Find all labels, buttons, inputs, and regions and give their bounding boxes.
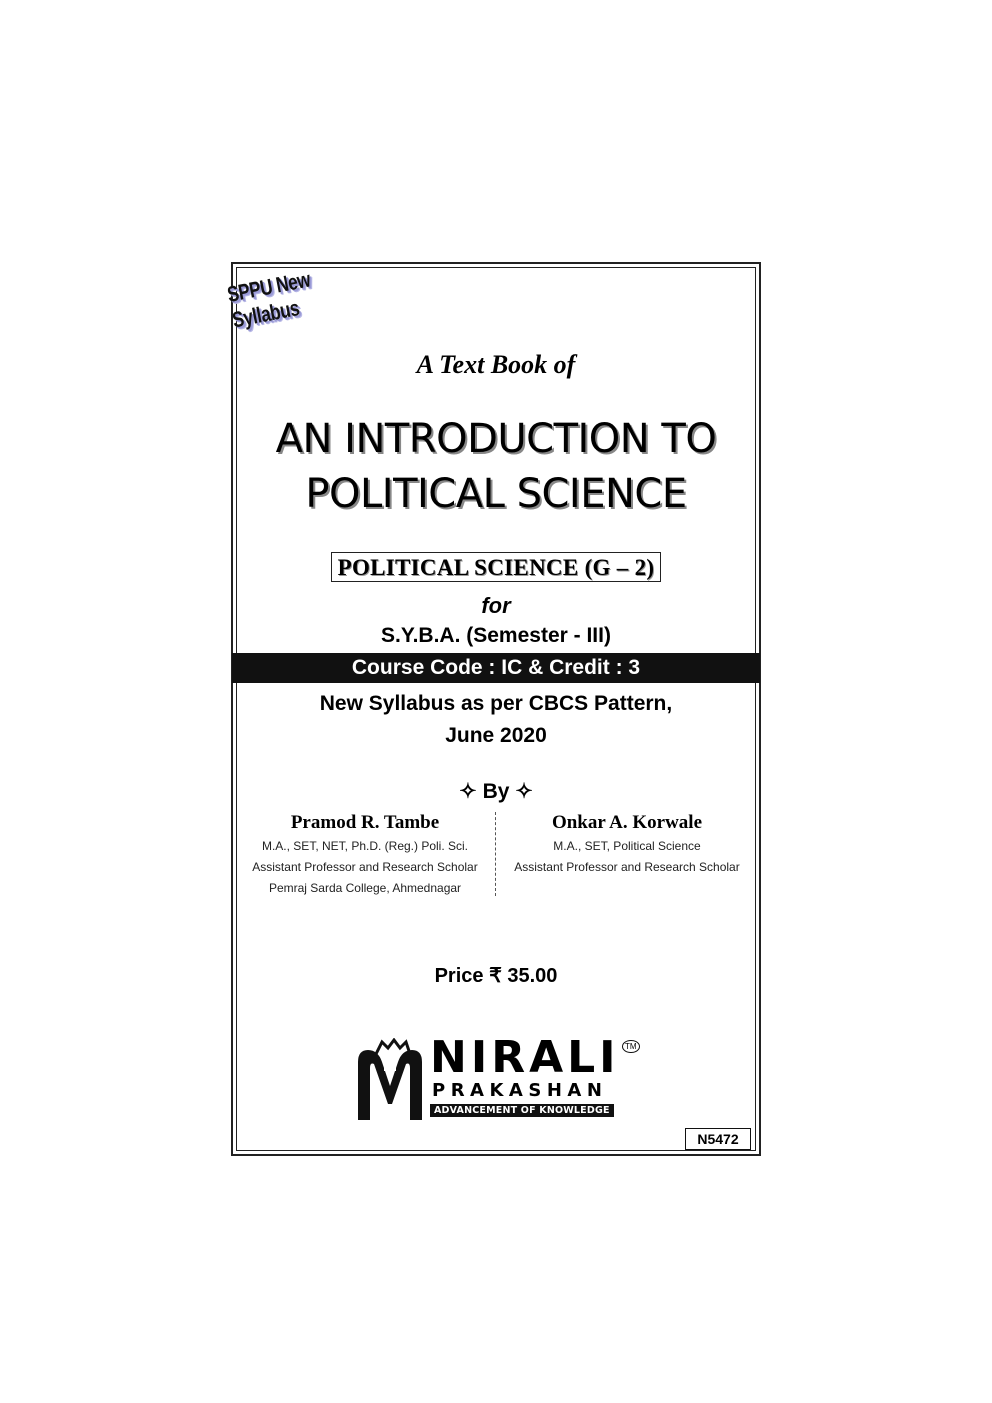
book-title [236, 412, 756, 522]
for-label: for [481, 593, 511, 618]
by-heading [236, 779, 756, 804]
author-1-name: Pramod R. Tambe [290, 812, 440, 833]
publisher-tagline: ADVANCEMENT OF KNOWLEDGE [430, 1104, 614, 1117]
title-line-2: POLITICAL SCIENCE [305, 471, 687, 517]
subject-label-wrap [236, 552, 756, 582]
stamp-text: SPPU New Syllabus [225, 266, 313, 333]
course-code-bar: Course Code : IC & Credit : 3 [232, 653, 760, 683]
book-prefix: A Text Book of [416, 350, 576, 379]
author-2-name: Onkar A. Korwale [551, 812, 703, 833]
price-label: Price ₹ 35.00 [434, 965, 558, 987]
class-label: S.Y.B.A. (Semester - III) [381, 624, 611, 647]
subject-label: POLITICAL SCIENCE (G – 2) [331, 552, 662, 582]
star-ornament-icon: ✧ [515, 780, 533, 803]
book-code: N5472 [685, 1128, 751, 1150]
author-1 [236, 810, 494, 899]
publisher-name: NIRALI [430, 1032, 620, 1083]
syllabus-line-2: June 2020 [445, 724, 547, 747]
publisher-logo [352, 1032, 642, 1122]
publisher-sub: PRAKASHAN [432, 1080, 608, 1101]
syllabus-line-1: New Syllabus as per CBCS Pattern, [319, 692, 673, 715]
author-2 [498, 810, 756, 878]
author-1-designation: Assistant Professor and Research Scholar [252, 860, 478, 874]
title-line-1: AN INTRODUCTION TO [275, 416, 717, 462]
syllabus-info [236, 688, 756, 752]
by-label: By [482, 780, 510, 803]
publisher-wordmark [430, 1034, 620, 1118]
author-2-designation: Assistant Professor and Research Scholar [514, 860, 740, 874]
trademark-icon: TM [622, 1040, 640, 1053]
author-1-college: Pemraj Sarda College, Ahmednagar [268, 881, 462, 895]
star-ornament-icon: ✧ [459, 780, 477, 803]
nirali-logo-icon [352, 1038, 430, 1122]
author-2-qualification: M.A., SET, Political Science [553, 839, 701, 853]
author-1-qualification: M.A., SET, NET, Ph.D. (Reg.) Poli. Sci. [261, 839, 469, 853]
author-divider [495, 812, 496, 896]
